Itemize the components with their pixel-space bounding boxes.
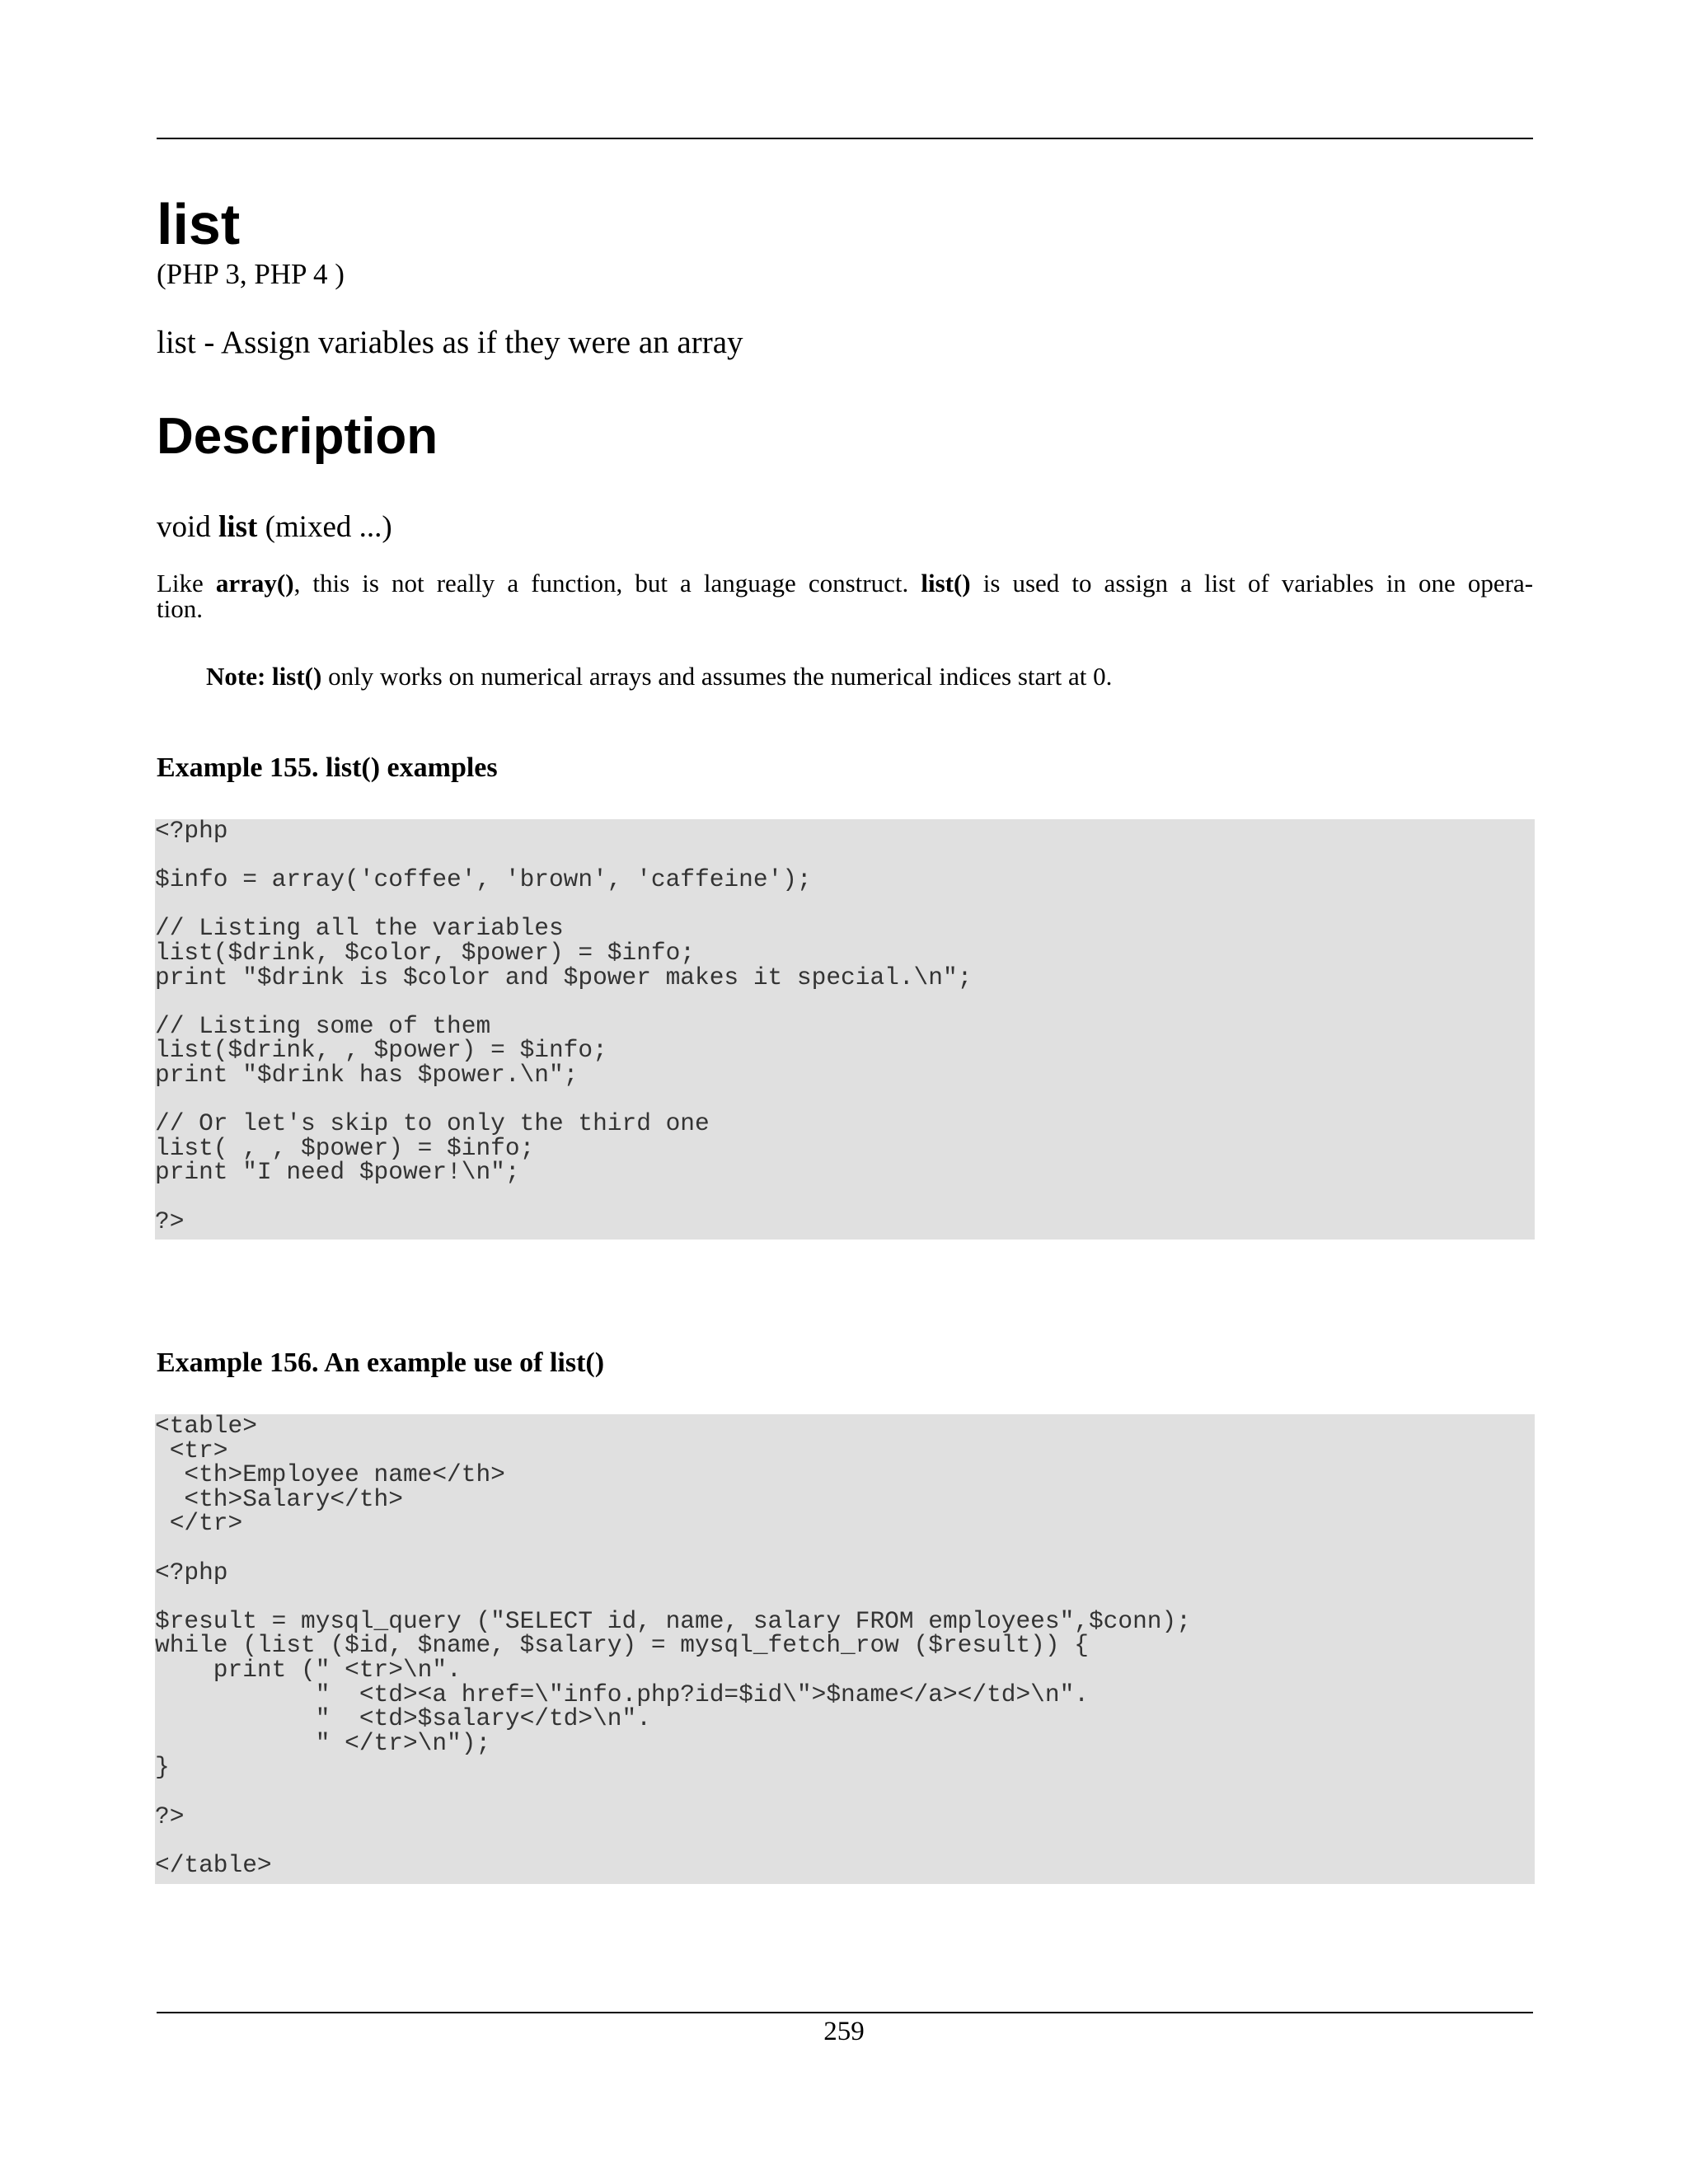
example-156-title: Example 156. An example use of list()	[157, 1347, 605, 1378]
paragraph-text: is used to assign a list of variables in one opera-	[982, 569, 1534, 598]
code-line	[155, 990, 1535, 1015]
code-line: <?php	[155, 1558, 228, 1586]
code-line: list($drink, $color, $power) = $info;	[155, 938, 696, 967]
code-line	[155, 1088, 1535, 1113]
example-155-code	[155, 819, 1535, 1240]
note-text: only works on numerical arrays and assumes the numerical indices start at 0.	[328, 662, 1113, 691]
code-line: list( , , $power) = $info;	[155, 1133, 535, 1162]
paragraph-text: Like	[157, 569, 204, 598]
code-line: <th>Employee name</th>	[155, 1460, 505, 1489]
code-line	[155, 1780, 1535, 1805]
code-line: $result = mysql_query ("SELECT id, name, salary FROM employees",$conn);	[155, 1606, 1191, 1635]
code-line: ?>	[155, 1802, 185, 1830]
page-number: 259	[823, 2017, 865, 2046]
example-155-title: Example 155. list() examples	[157, 752, 498, 783]
description-heading: Description	[157, 408, 438, 465]
function-synopsis	[157, 509, 392, 546]
code-line: print "$drink has $power.\n";	[155, 1060, 579, 1089]
code-line: " </tr>\n");	[155, 1728, 491, 1757]
note-block	[206, 661, 1112, 692]
code-line: $info = array('coffee', 'brown', 'caffeine');	[155, 865, 812, 894]
list-function-ref: list()	[921, 569, 971, 598]
paragraph-line-2: tion.	[157, 594, 203, 623]
code-line	[155, 893, 1535, 917]
code-line	[155, 844, 1535, 869]
code-line: " <td>$salary</td>\n".	[155, 1704, 651, 1733]
code-line: </table>	[155, 1850, 272, 1879]
code-line: ?>	[155, 1207, 185, 1235]
code-line: while (list ($id, $name, $salary) = mysql_fetch_row ($result)) {	[155, 1631, 1089, 1660]
code-line: <?php	[155, 819, 228, 845]
synopsis-params: (mixed ...)	[265, 510, 392, 544]
code-line: print "I need $power!\n";	[155, 1158, 520, 1187]
description-paragraph	[157, 570, 1533, 621]
code-line: }	[155, 1753, 170, 1782]
code-line: // Listing some of them	[155, 1011, 491, 1040]
paragraph-line-1	[157, 570, 1533, 596]
code-line: print "$drink is $color and $power makes it special.\n";	[155, 963, 973, 991]
code-line: list($drink, , $power) = $info;	[155, 1036, 607, 1065]
code-line: " <td><a href=\"info.php?id=$id\">$name</a></td>\n".	[155, 1680, 1089, 1708]
code-line: print (" <tr>\n".	[155, 1655, 462, 1684]
example-156-code	[155, 1414, 1535, 1884]
code-line	[155, 1536, 1535, 1561]
code-line	[155, 1185, 1535, 1210]
code-line	[155, 1585, 1535, 1610]
code-line: <table>	[155, 1414, 257, 1440]
paragraph-text: , this is not really a function, but a language construct.	[293, 569, 909, 598]
header-rule	[157, 138, 1533, 139]
note-function-ref: list()	[272, 662, 322, 691]
synopsis-function-name: list	[218, 510, 258, 544]
page-title: list	[157, 192, 241, 256]
php-versions: (PHP 3, PHP 4 )	[157, 258, 345, 290]
array-function-ref: array()	[215, 569, 294, 598]
footer-rule	[157, 2012, 1533, 2013]
code-line: // Or let's skip to only the third one	[155, 1109, 710, 1138]
synopsis-return-type: void	[157, 510, 211, 544]
note-label: Note:	[206, 662, 266, 691]
code-line: <th>Salary</th>	[155, 1484, 403, 1513]
code-line: </tr>	[155, 1509, 243, 1538]
function-purpose: list - Assign variables as if they were an array	[157, 325, 743, 360]
code-line	[155, 1829, 1535, 1854]
code-line: <tr>	[155, 1436, 228, 1465]
code-line: // Listing all the variables	[155, 914, 564, 943]
